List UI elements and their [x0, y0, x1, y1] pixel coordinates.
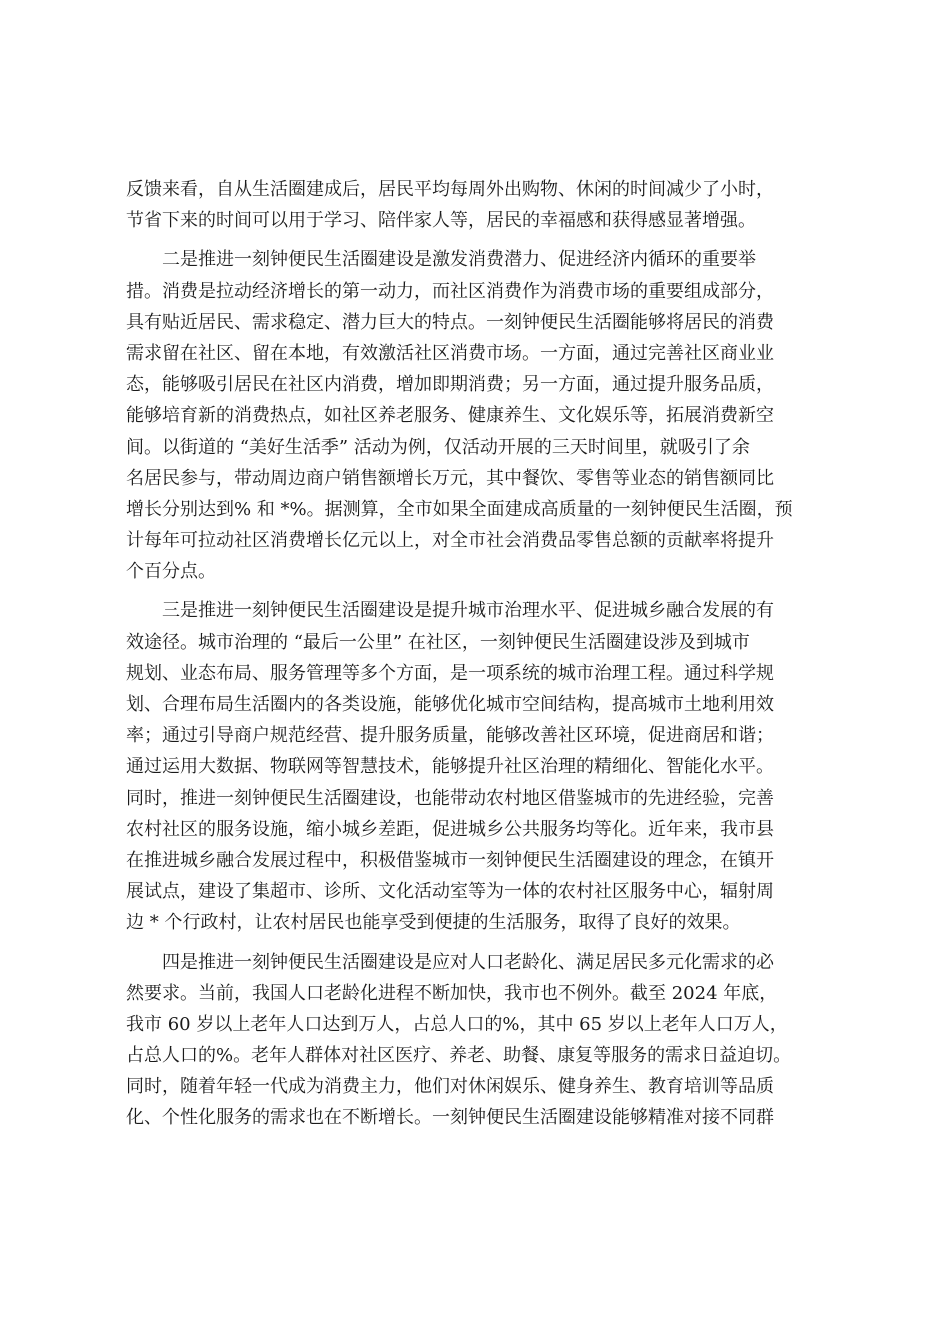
- paragraph-4: [126, 947, 826, 1134]
- text-line: 节省下来的时间可以用于学习、陪伴家人等，居民的幸福感和获得感显著增强。: [126, 210, 756, 232]
- paragraph-3: [126, 595, 826, 938]
- text-line: 我市 60 岁以上老年人口达到万人，占总人口的%，其中 65 岁以上老年人口万人，: [126, 1013, 788, 1035]
- text-line: 名居民参与，带动周边商户销售额增长万元，其中餐饮、零售等业态的销售额同比: [126, 467, 774, 489]
- text-line: 效途径。城市治理的 “最后一公里” 在社区，一刻钟便民生活圈建设涉及到城市: [126, 631, 750, 653]
- paragraph-2: [126, 244, 826, 587]
- text-line: 同时，随着年轻一代成为消费主力，他们对休闲娱乐、健身养生、教育培训等品质: [126, 1076, 774, 1098]
- text-line: 间。以街道的 “美好生活季” 活动为例，仅活动开展的三天时间里，就吸引了余: [126, 436, 750, 458]
- text-line: 二是推进一刻钟便民生活圈建设是激发消费潜力、促进经济内循环的重要举: [162, 249, 756, 271]
- text-line: 然要求。当前，我国人口老龄化进程不断加快，我市也不例外。截至 2024 年底，: [126, 982, 778, 1004]
- text-line: 计每年可拉动社区消费增长亿元以上，对全市社会消费品零售总额的贡献率将提升: [126, 530, 774, 552]
- text-line: 反馈来看，自从生活圈建成后，居民平均每周外出购物、休闲的时间减少了小时，: [126, 179, 774, 200]
- text-line: 展试点，建设了集超市、诊所、文化活动室等为一体的农村社区服务中心，辐射周: [126, 881, 774, 903]
- text-line: 同时，推进一刻钟便民生活圈建设，也能带动农村地区借鉴城市的先进经验，完善: [126, 787, 774, 809]
- body-text: [126, 174, 826, 1134]
- text-line: 需求留在社区、留在本地，有效激活社区消费市场。一方面，通过完善社区商业业: [126, 342, 774, 364]
- text-line: 态，能够吸引居民在社区内消费，增加即期消费；另一方面，通过提升服务品质，: [126, 374, 774, 396]
- text-line: 具有贴近居民、需求稳定、潜力巨大的特点。一刻钟便民生活圈能够将居民的消费: [126, 311, 774, 333]
- text-line: 边 * 个行政村，让农村居民也能享受到便捷的生活服务，取得了良好的效果。: [126, 912, 741, 934]
- text-line: 能够培育新的消费热点，如社区养老服务、健康养生、文化娱乐等，拓展消费新空: [126, 405, 774, 427]
- text-line: 农村社区的服务设施，缩小城乡差距，促进城乡公共服务均等化。近年来，我市县: [126, 818, 774, 840]
- text-line: 占总人口的%。老年人群体对社区医疗、养老、助餐、康复等服务的需求日益迫切。: [126, 1045, 792, 1067]
- text-line: 划、合理布局生活圈内的各类设施，能够优化城市空间结构，提高城市土地利用效: [126, 694, 774, 715]
- text-line: 三是推进一刻钟便民生活圈建设是提升城市治理水平、促进城乡融合发展的有: [162, 600, 774, 622]
- text-line: 率；通过引导商户规范经营、提升服务质量，能够改善社区环境，促进商居和谐；: [126, 725, 774, 747]
- paragraph-1: [126, 174, 826, 236]
- text-line: 规划、业态布局、服务管理等多个方面，是一项系统的城市治理工程。通过科学规: [126, 662, 774, 684]
- text-line: 在推进城乡融合发展过程中，积极借鉴城市一刻钟便民生活圈建设的理念，在镇开: [126, 849, 774, 871]
- text-line: 四是推进一刻钟便民生活圈建设是应对人口老龄化、满足居民多元化需求的必: [162, 951, 774, 973]
- text-line: 通过运用大数据、物联网等智慧技术，能够提升社区治理的精细化、智能化水平。: [126, 756, 774, 778]
- text-line: 个百分点。: [126, 561, 216, 583]
- text-line: 化、个性化服务的需求也在不断增长。一刻钟便民生活圈建设能够精准对接不同群: [126, 1107, 774, 1129]
- text-line: 增长分别达到% 和 *%。据测算，全市如果全面建成高质量的一刻钟便民生活圈，预: [126, 498, 793, 520]
- text-line: 措。消费是拉动经济增长的第一动力，而社区消费作为消费市场的重要组成部分，: [126, 280, 774, 302]
